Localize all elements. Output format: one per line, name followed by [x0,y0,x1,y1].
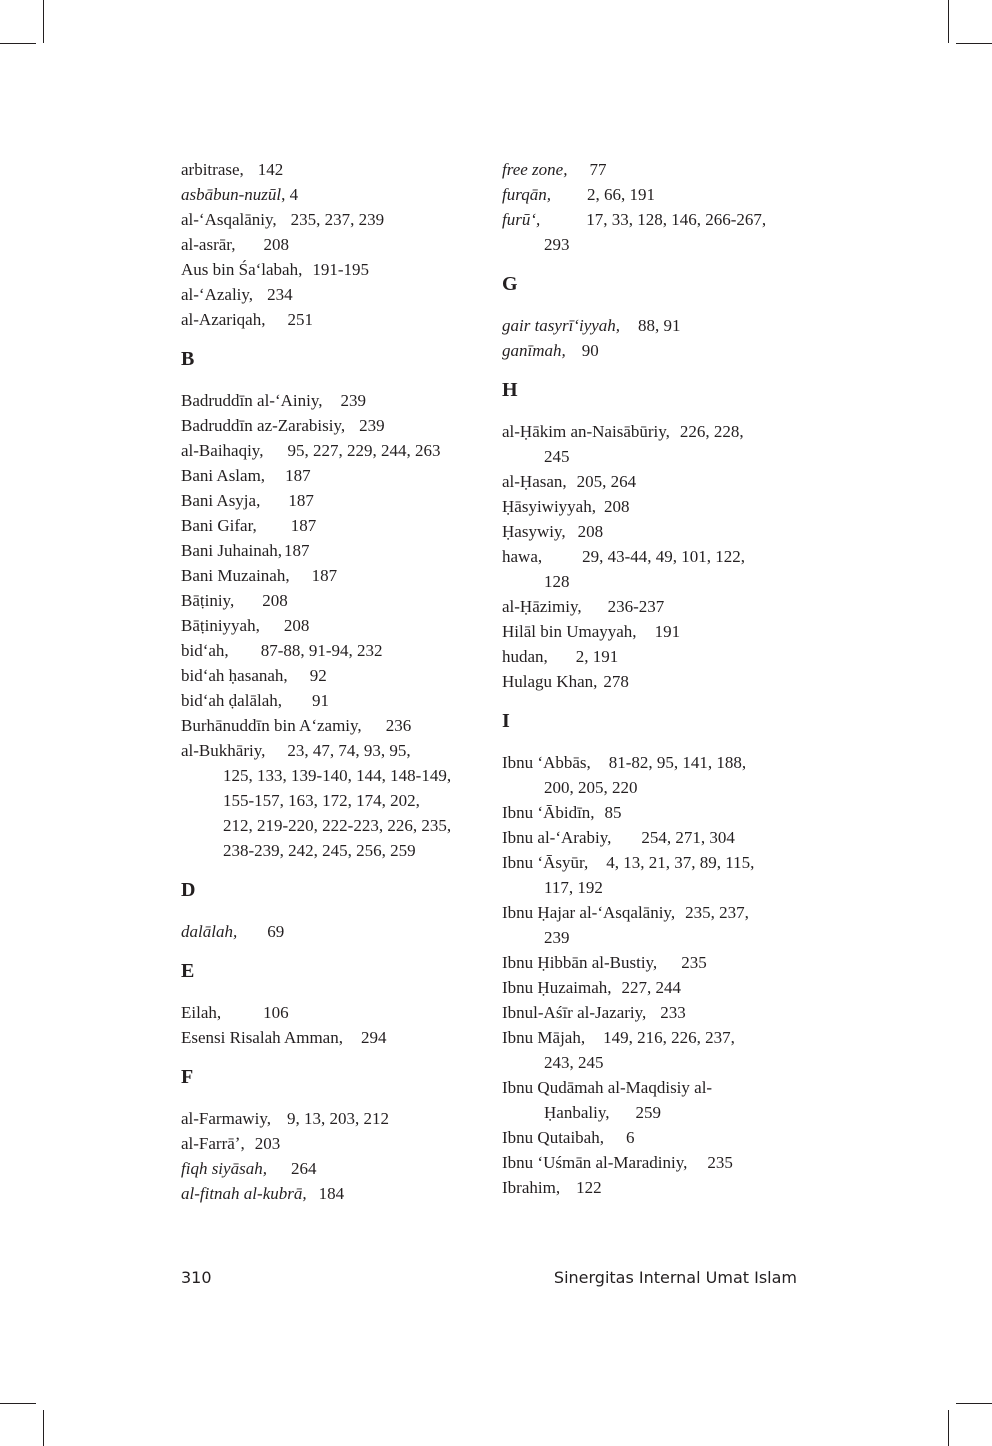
index-term: free zone, [502,160,568,179]
index-page-refs: 235, 237, [685,903,749,922]
index-term: Ibnu al-ʻArabiy, [502,828,612,847]
index-page-refs: 4, 13, 21, 37, 89, 115, [606,853,755,872]
index-section-letter: D [181,879,196,901]
index-page-refs: 77 [589,160,607,179]
index-page-refs: 6 [625,1128,635,1147]
index-entry [502,1125,802,1150]
index-page-refs: 187 [288,491,314,510]
index-page-refs: 2, 191 [575,647,619,666]
index-page-refs: 29, 43-44, 49, 101, 122, [582,547,746,566]
index-page-refs: 85 [604,803,622,822]
index-term: Ḥasywiy, [502,522,566,541]
index-page-refs: 239 [340,391,366,410]
index-term: Ḥanbaliy, [544,1103,610,1122]
index-page-refs: 227, 244 [621,978,682,997]
index-entry [181,1106,481,1131]
index-entry [502,1100,802,1125]
index-entry-continuation: 243, 245 [544,1053,604,1072]
index-term: Bani Aslam, [181,466,266,485]
index-term: furūʻ, [502,210,541,229]
index-term: bidʻah ḍalālah, [181,691,283,710]
index-entry [502,544,802,569]
index-term: Bāṭiniy, [181,591,235,610]
index-entry [181,413,481,438]
index-entry [502,313,802,338]
index-term: Ibnul-Aśīr al-Jazariy, [502,1003,647,1022]
index-page-refs: 90 [581,341,599,360]
index-term: al-asrār, [181,235,236,254]
index-page-refs: 208 [262,591,288,610]
index-entry-continuation: 155-157, 163, 172, 174, 202, [223,791,420,810]
index-page-refs: 149, 216, 226, 237, [603,1028,735,1047]
index-page-refs: 205, 264 [576,472,637,491]
index-page-refs: 187 [290,516,317,535]
index-page-refs: 226, 228, [679,422,744,441]
index-page-refs: 95, 227, 229, 244, 263 [287,441,441,460]
index-entry [502,1175,802,1200]
index-entry [502,419,802,444]
crop-mark [956,43,992,44]
index-entry [181,563,481,588]
index-page-refs: 187 [285,466,311,485]
index-entry [502,950,802,975]
index-term: Bani Muzainah, [181,566,290,585]
index-entry [502,338,802,363]
index-term: al-Farrāʼ, [181,1134,245,1153]
index-entry [181,232,481,257]
index-term: Eilah, [181,1003,222,1022]
index-term: Burhānuddīn bin Aʻzamiy, [181,716,362,735]
index-term: hudan, [502,647,548,666]
index-term: al-Ḥasan, [502,472,567,491]
index-entry [502,825,802,850]
index-term: fiqh siyāsah, [181,1159,267,1178]
index-entry [502,594,802,619]
index-term: bidʻah, [181,641,229,660]
index-entry [502,207,802,232]
index-page-refs: 81-82, 95, 141, 188, [608,753,747,772]
index-term: Badruddīn al-ʻAiniy, [181,391,323,410]
crop-mark [0,43,36,44]
index-term: arbitrase, [181,160,244,179]
index-entry [502,182,802,207]
index-page-refs: 208 [577,522,604,541]
index-page-refs: 187 [311,566,338,585]
index-entry-continuation: 128 [544,572,570,591]
index-entry [181,157,481,182]
index-term: Ibnu Ḥajar al-ʻAsqalāniy, [502,903,676,922]
index-page-refs: 2, 66, 191 [586,185,655,204]
index-page-refs: 264 [290,1159,317,1178]
index-page-refs: 233 [660,1003,686,1022]
index-entry-continuation: 125, 133, 139-140, 144, 148-149, [223,766,452,785]
index-term: Aus bin Śaʻlabah, [181,260,303,279]
index-page-refs: 235 [707,1153,733,1172]
index-term: Badruddīn az-Zarabisiy, [181,416,346,435]
index-section-letter: G [502,273,518,295]
index-page-refs: 184 [318,1184,345,1203]
index-term: furqān, [502,185,551,204]
page-number: 310 [181,1268,212,1287]
index-entry [181,588,481,613]
index-entry [181,1025,481,1050]
index-term: Hulagu Khan, [502,672,598,691]
index-entry-continuation: 117, 192 [544,878,603,897]
index-term: Bani Juhainah, [181,541,283,560]
index-entry [502,619,802,644]
index-page-refs: 234 [267,285,293,304]
index-entry [502,1150,802,1175]
index-entry [502,494,802,519]
index-term: ganīmah, [502,341,566,360]
index-page-refs: 17, 33, 128, 146, 266-267, [586,210,767,229]
index-term: al-Ḥāzimiy, [502,597,582,616]
index-page-refs: 88, 91 [638,316,681,335]
index-page-refs: 142 [257,160,284,179]
index-term: al-ʻAsqalāniy, [181,210,277,229]
index-entry [181,488,481,513]
index-page-refs: 236-237 [607,597,665,616]
index-page-refs: 191-195 [312,260,370,279]
index-term: Ibnu ʻĀsyūr, [502,853,589,872]
index-term: Ibnu Mājah, [502,1028,586,1047]
index-entry-continuation: 200, 205, 220 [544,778,638,797]
index-entry [502,469,802,494]
index-section-letter: B [181,348,195,370]
index-entry-continuation: 238-239, 242, 245, 256, 259 [223,841,416,860]
index-entry [181,638,481,663]
index-entry-continuation: 239 [544,928,570,947]
crop-mark [948,0,949,43]
index-entry [181,388,481,413]
index-page-refs: 69 [267,922,285,941]
index-page-refs: 203 [254,1134,281,1153]
index-term: Ibnu ʻĀbidīn, [502,803,595,822]
index-entry [181,1000,481,1025]
index-page-refs: 235 [681,953,707,972]
index-entry [502,1025,802,1050]
index-term: Ibrahim, [502,1178,561,1197]
index-page-refs: 23, 47, 74, 93, 95, [287,741,411,760]
index-page-refs: 191 [654,622,681,641]
index-entry [502,750,802,775]
crop-mark [948,1410,949,1446]
index-entry [502,850,802,875]
index-term: dalālah, [181,922,238,941]
crop-mark [0,1403,36,1404]
index-entry [181,207,481,232]
crop-mark [43,0,44,43]
index-term: al-Azariqah, [181,310,266,329]
index-entry [502,157,802,182]
index-page-refs: 208 [283,616,310,635]
index-entry [181,463,481,488]
index-page-refs: 259 [635,1103,661,1122]
index-entry [502,1000,802,1025]
index-term: al-Ḥākim an-Naisābūriy, [502,422,670,441]
index-entry [181,538,481,563]
index-term: Ḥāsyiwiyyah, [502,497,596,516]
index-page-refs: 236 [385,716,412,735]
index-term: bidʻah ḥasanah, [181,666,288,685]
index-section-letter: I [502,710,510,732]
index-page-refs: 254, 271, 304 [641,828,735,847]
index-term: Ibnu Ḥibbān al-Bustiy, [502,953,658,972]
index-entry [181,182,481,207]
index-term: al-ʻAzaliy, [181,285,254,304]
index-page-refs: 187 [284,541,310,560]
index-term: Bani Gifar, [181,516,257,535]
index-page-refs: 9, 13, 203, 212 [287,1109,390,1128]
index-entry [181,1156,481,1181]
index-page-refs: 106 [263,1003,289,1022]
index-entry [181,282,481,307]
index-page-refs: , 4 [281,185,299,204]
index-page-refs: 251 [287,310,313,329]
index-page-refs: 87-88, 91-94, 232 [260,641,383,660]
index-entry [181,1131,481,1156]
index-entry [181,688,481,713]
index-term: Hilāl bin Umayyah, [502,622,637,641]
index-entry [181,663,481,688]
index-entry [181,438,481,463]
index-term: Ibnu Qutaibah, [502,1128,604,1147]
index-section-letter: F [181,1066,194,1088]
index-entry [502,1075,802,1100]
crop-mark [43,1410,44,1446]
index-entry [181,257,481,282]
index-term: Ibnu Qudāmah al-Maqdisiy al- [502,1078,713,1097]
index-page-refs: 278 [603,672,629,691]
index-term: al-Farmawiy, [181,1109,272,1128]
index-entry-continuation: 212, 219-220, 222-223, 226, 235, [223,816,452,835]
index-column-left [181,157,481,1206]
index-term: al-Bukhāriy, [181,741,266,760]
index-column-right [502,157,802,1200]
index-entry [502,975,802,1000]
index-page-refs: 235, 237, 239 [290,210,385,229]
index-entry [181,513,481,538]
index-entry [181,713,481,738]
index-term: gair tasyrīʻiyyah, [502,316,621,335]
index-entry [502,644,802,669]
running-footer-title: Sinergitas Internal Umat Islam [553,1268,797,1287]
index-entry [502,669,802,694]
index-term: al-Baihaqiy, [181,441,264,460]
index-term: Bāṭiniyyah, [181,616,260,635]
index-term: al-fitnah al-kubrā, [181,1184,307,1203]
index-entry [181,919,481,944]
index-term: Ibnu ʻUśmān al-Maradiniy, [502,1153,688,1172]
index-entry [181,1181,481,1206]
index-page-refs: 239 [359,416,385,435]
crop-mark [956,1403,992,1404]
index-term: Ibnu ʻAbbās, [502,753,591,772]
index-term: asbābun-nuzūl [181,185,282,204]
index-term: Bani Asyja, [181,491,261,510]
index-section-letter: E [181,960,195,982]
index-entry-continuation: 293 [544,235,570,254]
index-term: Ibnu Ḥuzaimah, [502,978,612,997]
index-term: hawa, [502,547,543,566]
index-page-refs: 122 [576,1178,602,1197]
index-entry [502,519,802,544]
index-page-refs: 208 [263,235,290,254]
index-section-letter: H [502,379,518,401]
index-term: Esensi Risalah Amman, [181,1028,343,1047]
index-page-refs: 92 [309,666,327,685]
index-entry [502,800,802,825]
index-entry [181,307,481,332]
index-page-refs: 91 [312,691,330,710]
index-page-refs: 294 [360,1028,387,1047]
index-entry [181,613,481,638]
index-entry-continuation: 245 [544,447,570,466]
index-page-refs: 208 [603,497,630,516]
index-entry [502,900,802,925]
index-entry [181,738,481,763]
